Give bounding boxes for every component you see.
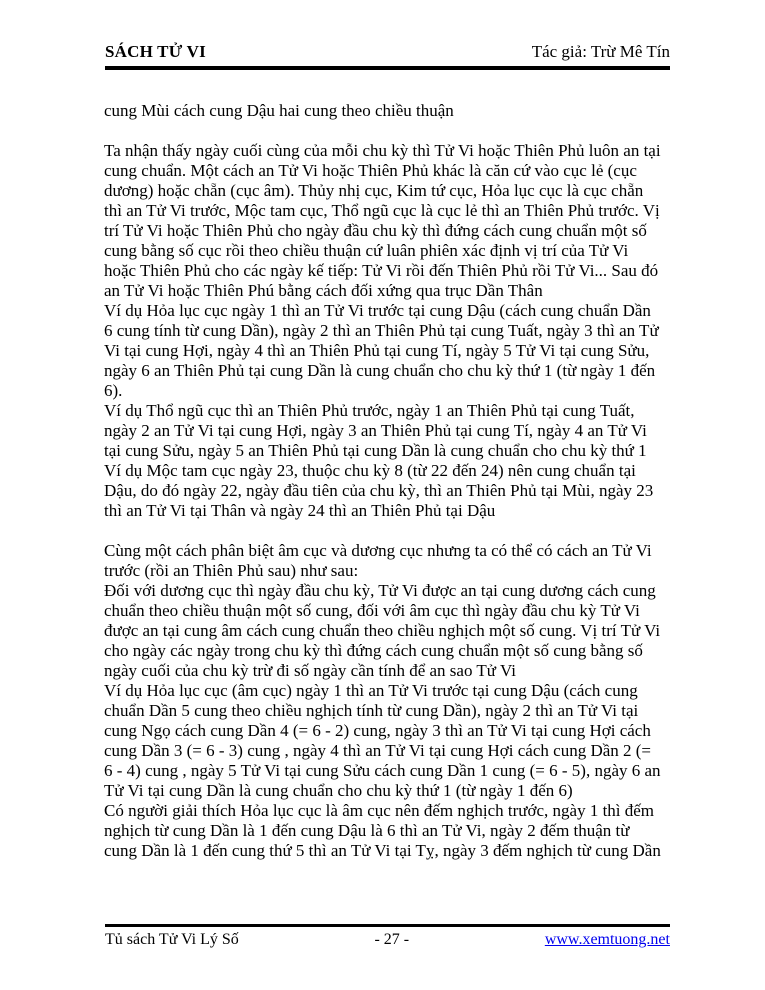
footer-series-title: Tủ sách Tử Vi Lý Số <box>105 931 239 948</box>
author-label: Tác giả: Trừ Mê Tín <box>531 42 670 61</box>
text-line: ngày 2 an Tử Vi tại cung Hợi, ngày 3 an Thiên Phủ tại cung Tí, ngày 4 an Tử Vi <box>104 421 647 440</box>
text-line: Đối với dương cục thì ngày đầu chu kỳ, Tử Vi được an tại cung dương cách cung <box>104 581 656 600</box>
text-line: cho ngày các ngày trong chu kỳ thì đứng cách cung chuẩn một số cung bằng số <box>104 641 643 660</box>
text-line: được an tại cung âm cách cung chuẩn theo chiều nghịch một số cung. Vị trí Tử Vi <box>104 621 661 640</box>
text-line: cung chuẩn. Một cách an Tử Vi hoặc Thiên Phủ khác là căn cứ vào cục lẻ (cục <box>104 161 637 180</box>
text-line: nghịch từ cung Dần là 1 đến cung Dậu là 6 thì an Tử Vi, ngày 2 đếm thuận từ <box>104 821 630 840</box>
text-line: ngày cuối của chu kỳ trừ đi số ngày cần tính để an sao Tử Vi <box>104 661 516 680</box>
text-line: thì an Tử Vi trước, Mộc tam cục, Thổ ngũ cục là cục lẻ thì an Thiên Phủ trước. Vị <box>104 201 660 220</box>
text-line: Ví dụ Mộc tam cục ngày 23, thuộc chu kỳ 8 (từ 22 đến 24) nên cung chuẩn tại <box>104 461 636 480</box>
text-line: 6). <box>104 381 123 400</box>
text-line: Cùng một cách phân biệt âm cục và dương cục nhưng ta có thể có cách an Tử Vi <box>104 541 652 560</box>
footer-website-link[interactable]: www.xemtuong.net <box>544 931 670 948</box>
text-line: chuẩn Dần 5 cung theo chiều nghịch tính từ cung Dần), ngày 2 thì an Tử Vi tại <box>104 701 639 720</box>
text-line: cung Ngọ cách cung Dần 4 (= 6 - 2) cung, ngày 3 thì an Tử Vi tại cung Hợi cách <box>104 721 651 740</box>
text-line: Dậu, do đó ngày 22, ngày đầu tiên của chu kỳ, thì an Thiên Phủ tại Mùi, ngày 23 <box>104 481 654 500</box>
text-line: ngày 6 an Thiên Phủ tại cung Dần là cung chuẩn cho chu kỳ thứ 1 (từ ngày 1 đến <box>104 361 656 380</box>
body-text <box>104 101 670 861</box>
paragraph-gap <box>104 121 670 141</box>
text-line: Ví dụ Thổ ngũ cục thì an Thiên Phủ trước, ngày 1 an Thiên Phủ tại cung Tuất, <box>104 401 635 420</box>
page-footer <box>105 931 670 949</box>
text-line: trí Tử Vi hoặc Thiên Phủ cho ngày đầu chu kỳ thì đứng cách cung chuẩn một số <box>104 221 647 240</box>
text-line: cung Mùi cách cung Dậu hai cung theo chiều thuận <box>104 101 454 120</box>
text-line: Ví dụ Hỏa lục cục ngày 1 thì an Tử Vi trước tại cung Dậu (cách cung chuẩn Dần <box>104 301 651 320</box>
footer-rule <box>105 924 670 927</box>
text-line: cung bằng số cục rồi theo chiều thuận cứ luân phiên xác định vị trí của Tử Vi <box>104 241 629 260</box>
text-line: trước (rồi an Thiên Phủ sau) như sau: <box>104 561 359 580</box>
paragraph-gap <box>104 521 670 541</box>
text-line: chuẩn theo chiều thuận một số cung, đối với âm cục thì ngày đầu chu kỳ Tử Vi <box>104 601 640 620</box>
paragraph <box>104 141 670 521</box>
text-line: thì an Tử Vi tại Thân và ngày 24 thì an Thiên Phủ tại Dậu <box>104 501 496 520</box>
text-line: cung Dần là 1 đến cung thứ 5 thì an Tử Vi tại Tỵ, ngày 3 đếm nghịch từ cung Dần <box>104 841 661 860</box>
text-line: Ta nhận thấy ngày cuối cùng của mỗi chu kỳ thì Tử Vi hoặc Thiên Phủ luôn an tại <box>104 141 661 160</box>
footer-page-number: - 27 - <box>374 931 410 948</box>
text-line: Tử Vi tại cung Dần là cung chuẩn cho chu kỳ thứ 1 (từ ngày 1 đến 6) <box>104 781 573 800</box>
text-line: hoặc Thiên Phủ cho các ngày kế tiếp: Tử Vi rồi đến Thiên Phủ rồi Tử Vi... Sau đó <box>104 261 659 280</box>
text-line: an Tử Vi hoặc Thiên Phú bằng cách đối xứng qua trục Dần Thân <box>104 281 543 300</box>
text-line: 6 - 4) cung , ngày 5 Tử Vi tại cung Sửu cách cung Dần 1 cung (= 6 - 5), ngày 6 an <box>104 761 661 780</box>
text-line: Có người giải thích Hỏa lục cục là âm cục nên đếm nghịch trước, ngày 1 thì đếm <box>104 801 655 820</box>
text-line: Ví dụ Hỏa lục cục (âm cục) ngày 1 thì an Tử Vi trước tại cung Dậu (cách cung <box>104 681 638 700</box>
text-line: cung Dần 3 (= 6 - 3) cung , ngày 4 thì an Tử Vi tại cung Hợi cách cung Dần 2 (= <box>104 741 652 760</box>
paragraph <box>104 541 670 861</box>
text-line: tại cung Sửu, ngày 5 an Thiên Phủ tại cung Dần là cung chuẩn cho chu kỳ thứ 1 <box>104 441 647 460</box>
text-line: Vi tại cung Hợi, ngày 4 thì an Thiên Phủ tại cung Tí, ngày 5 Tử Vi tại cung Sửu, <box>104 341 650 360</box>
page-header <box>105 42 670 65</box>
text-line: 6 cung tính từ cung Dần), ngày 2 thì an Thiên Phủ tại cung Tuất, ngày 3 thì an Tử <box>104 321 659 340</box>
paragraph <box>104 101 670 121</box>
header-rule <box>105 66 670 70</box>
book-title: SÁCH TỬ VI <box>105 42 206 61</box>
text-line: dương) hoặc chẵn (cục âm). Thủy nhị cục, Kim tứ cục, Hỏa lục cục là cục chẵn <box>104 181 644 200</box>
